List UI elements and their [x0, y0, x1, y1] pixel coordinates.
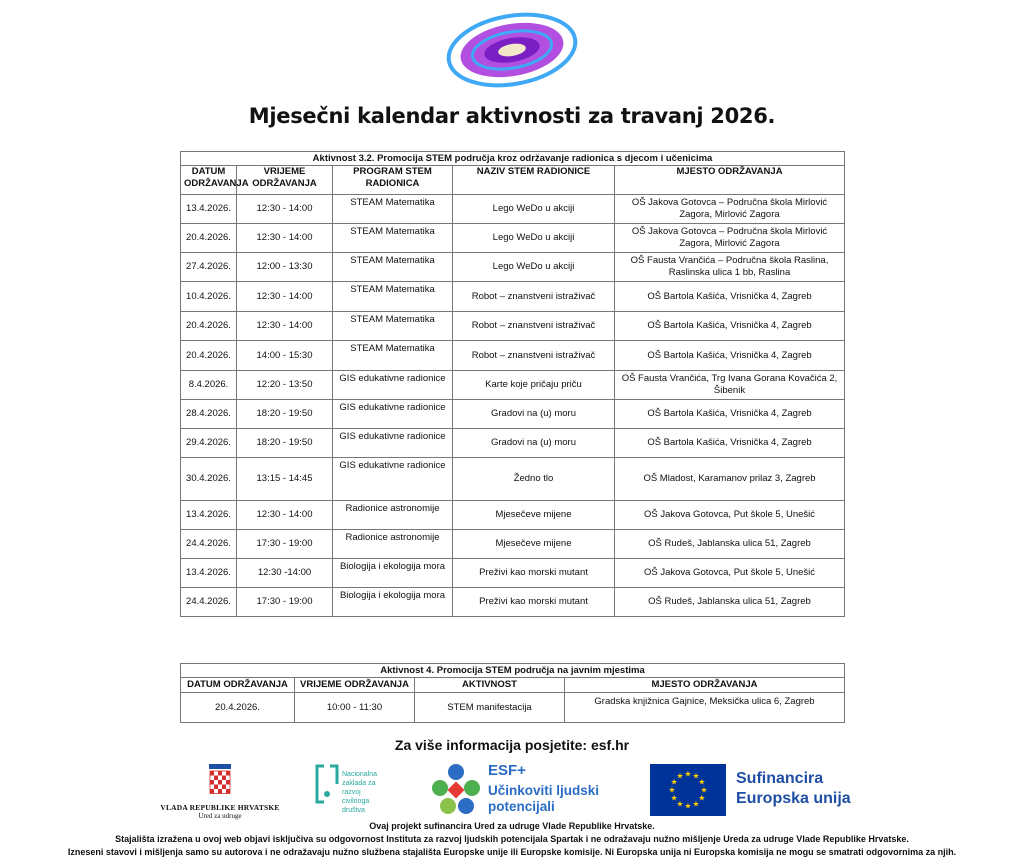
- table-row: [181, 559, 845, 588]
- table-row: [181, 371, 845, 400]
- table-cell: STEM manifestacija: [415, 693, 565, 723]
- table-cell: STEAM Matematika: [333, 224, 453, 253]
- table-cell: Gradska knjižnica Gajnice, Meksička ulica 6, Zagreb: [565, 693, 845, 723]
- svg-text:★: ★: [684, 769, 692, 779]
- column-header: VRIJEME ODRŽAVANJA: [295, 678, 415, 693]
- table-row: [181, 501, 845, 530]
- table-cell: 12:30 -14:00: [237, 559, 333, 588]
- footer-line: Ovaj projekt sufinancira Ured za udruge Vlade Republike Hrvatske.: [369, 821, 655, 831]
- column-header: VRIJEME ODRŽAVANJA: [237, 166, 333, 195]
- table-cell: 30.4.2026.: [181, 458, 237, 501]
- table-cell: OŠ Bartola Kašića, Vrisnička 4, Zagreb: [615, 282, 845, 312]
- table-cell: OŠ Bartola Kašića, Vrisnička 4, Zagreb: [615, 400, 845, 429]
- table-cell: Preživi kao morski mutant: [453, 588, 615, 617]
- table-cell: OŠ Jakova Gotovca, Put škole 5, Unešić: [615, 501, 845, 530]
- table-cell: OŠ Rudeš, Jablanska ulica 51, Zagreb: [615, 530, 845, 559]
- table-cell: 12:30 - 14:00: [237, 501, 333, 530]
- table-cell: 29.4.2026.: [181, 429, 237, 458]
- eu-line-1: Sufinancira: [736, 770, 824, 787]
- table-cell: 24.4.2026.: [181, 588, 237, 617]
- table-cell: 10:00 - 11:30: [295, 693, 415, 723]
- column-header: AKTIVNOST: [415, 678, 565, 693]
- esf-line-1: Učinkoviti ljudski: [488, 783, 600, 798]
- more-info-link[interactable]: Za više informacija posjetite: esf.hr: [394, 737, 630, 753]
- table-cell: 13.4.2026.: [181, 501, 237, 530]
- table-cell: Biologija i ekologija mora: [333, 559, 453, 588]
- table-cell: 28.4.2026.: [181, 400, 237, 429]
- eu-cofunding-logo: [650, 764, 880, 816]
- table-cell: Lego WeDo u akciji: [453, 253, 615, 282]
- column-header: PROGRAM STEM RADIONICA: [333, 166, 453, 195]
- table-caption: Aktivnost 3.2. Promocija STEM područja kroz održavanje radionica s djecom i učenicima: [181, 152, 845, 166]
- table-row: [181, 530, 845, 559]
- table-cell: 12:30 - 14:00: [237, 195, 333, 224]
- svg-text:★: ★: [676, 771, 684, 781]
- table-cell: 18:20 - 19:50: [237, 400, 333, 429]
- svg-text:★: ★: [684, 801, 692, 811]
- table-cell: GIS edukativne radionice: [333, 400, 453, 429]
- table-cell: STEAM Matematika: [333, 253, 453, 282]
- svg-text:★: ★: [700, 785, 708, 795]
- svg-text:★: ★: [698, 793, 706, 803]
- table-cell: 18:20 - 19:50: [237, 429, 333, 458]
- table-cell: 24.4.2026.: [181, 530, 237, 559]
- table-caption: Aktivnost 4. Promocija STEM područja na javnim mjestima: [181, 664, 845, 678]
- svg-text:★: ★: [670, 793, 678, 803]
- svg-text:★: ★: [692, 771, 700, 781]
- stem-workshops-table: [180, 151, 845, 617]
- table-cell: Radionice astronomije: [333, 530, 453, 559]
- croatian-coat-of-arms-icon: [207, 764, 233, 796]
- column-header: MJESTO ODRŽAVANJA: [615, 166, 845, 195]
- table-row: [181, 195, 845, 224]
- table-cell: OŠ Rudeš, Jablanska ulica 51, Zagreb: [615, 588, 845, 617]
- column-header: NAZIV STEM RADIONICE: [453, 166, 615, 195]
- table-cell: OŠ Fausta Vrančića – Područna škola Raslina, Raslinska ulica 1 bb, Raslina: [615, 253, 845, 282]
- table-row: [181, 224, 845, 253]
- national-foundation-logo: [314, 764, 394, 820]
- table-cell: GIS edukativne radionice: [333, 371, 453, 400]
- table-cell: 20.4.2026.: [181, 341, 237, 371]
- table-cell: STEAM Matematika: [333, 312, 453, 341]
- svg-text:★: ★: [668, 785, 676, 795]
- eu-flag-icon: [650, 764, 726, 816]
- column-header: DATUM ODRŽAVANJA: [181, 166, 237, 195]
- table-cell: OŠ Fausta Vrančića, Trg Ivana Gorana Kovačića 2, Šibenik: [615, 371, 845, 400]
- table-cell: 13.4.2026.: [181, 559, 237, 588]
- table-cell: OŠ Bartola Kašića, Vrisnička 4, Zagreb: [615, 429, 845, 458]
- table-cell: OŠ Mladost, Karamanov prilaz 3, Zagreb: [615, 458, 845, 501]
- table-cell: Robot – znanstveni istraživač: [453, 312, 615, 341]
- public-events-table: [180, 663, 845, 723]
- table-cell: Mjesečeve mijene: [453, 501, 615, 530]
- table-cell: STEAM Matematika: [333, 282, 453, 312]
- foundation-name: Nacionalna zaklada za razvoj civilnoga društva: [342, 771, 378, 814]
- table-cell: 12:30 - 14:00: [237, 282, 333, 312]
- table-cell: Lego WeDo u akciji: [453, 195, 615, 224]
- table-cell: STEAM Matematika: [333, 341, 453, 371]
- table-cell: STEAM Matematika: [333, 195, 453, 224]
- table-cell: Biologija i ekologija mora: [333, 588, 453, 617]
- table-cell: OŠ Bartola Kašića, Vrisnička 4, Zagreb: [615, 341, 845, 371]
- bracket-logo-icon: [314, 764, 340, 804]
- table-cell: OŠ Bartola Kašića, Vrisnička 4, Zagreb: [615, 312, 845, 341]
- table-row: [181, 400, 845, 429]
- table-row: [181, 341, 845, 371]
- table-cell: OŠ Jakova Gotovca – Područna škola Mirlović Zagora, Mirlović Zagora: [615, 224, 845, 253]
- table-cell: Preživi kao morski mutant: [453, 559, 615, 588]
- table-cell: Robot – znanstveni istraživač: [453, 282, 615, 312]
- table-row: [181, 312, 845, 341]
- table-cell: 27.4.2026.: [181, 253, 237, 282]
- eu-line-2: Europska unija: [736, 790, 851, 807]
- page-title: Mjesečni kalendar aktivnosti za travanj 2026.: [248, 104, 776, 128]
- croatian-government-logo: [160, 764, 280, 820]
- gov-name: VLADA REPUBLIKE HRVATSKE: [160, 803, 280, 812]
- table-cell: Robot – znanstveni istraživač: [453, 341, 615, 371]
- footer-line: Izneseni stavovi i mišljenja samo su autorova i ne odražavaju nužno službena stajališta Europske unije ili Europske komisije. Ni Europska unija ni Europska komisija ne mogu se smatrati odgovornima za njih.: [67, 847, 957, 857]
- disclaimer-footer: [0, 820, 1024, 859]
- organisation-logo: [444, 10, 580, 90]
- table-cell: GIS edukativne radionice: [333, 458, 453, 501]
- gov-office: Ured za udruge: [198, 812, 242, 820]
- svg-text:★: ★: [676, 799, 684, 809]
- table-row: [181, 282, 845, 312]
- table-cell: 14:00 - 15:30: [237, 341, 333, 371]
- table-row: [181, 253, 845, 282]
- table-cell: Gradovi na (u) moru: [453, 400, 615, 429]
- esf-logo: [428, 762, 618, 818]
- table-cell: 20.4.2026.: [181, 224, 237, 253]
- table-row: [181, 588, 845, 617]
- table-cell: 12:30 - 14:00: [237, 312, 333, 341]
- esf-line-2: potencijali: [488, 799, 555, 814]
- table-cell: 12:30 - 14:00: [237, 224, 333, 253]
- svg-text:★: ★: [670, 777, 678, 787]
- table-cell: 12:20 - 13:50: [237, 371, 333, 400]
- table-cell: Lego WeDo u akciji: [453, 224, 615, 253]
- table-cell: 17:30 - 19:00: [237, 588, 333, 617]
- svg-text:★: ★: [698, 777, 706, 787]
- table-cell: OŠ Jakova Gotovca, Put škole 5, Unešić: [615, 559, 845, 588]
- table-cell: 13:15 - 14:45: [237, 458, 333, 501]
- table-cell: Žedno tlo: [453, 458, 615, 501]
- table-cell: 20.4.2026.: [181, 312, 237, 341]
- table-row: [181, 693, 845, 723]
- table-cell: Gradovi na (u) moru: [453, 429, 615, 458]
- table-cell: 20.4.2026.: [181, 693, 295, 723]
- footer-line: Stajališta izražena u ovoj web objavi isključiva su odgovornost Instituta za razvoj ljudskih potencijala Spartak i ne odražavaju nužno mišljenje Ureda za udruge Vlade Republike Hrvatske.: [115, 834, 909, 844]
- esf-flower-icon: [428, 762, 484, 818]
- column-header: DATUM ODRŽAVANJA: [181, 678, 295, 693]
- table-cell: 12:00 - 13:30: [237, 253, 333, 282]
- table-cell: Karte koje pričaju priču: [453, 371, 615, 400]
- table-cell: GIS edukativne radionice: [333, 429, 453, 458]
- column-header: MJESTO ODRŽAVANJA: [565, 678, 845, 693]
- table-cell: Radionice astronomije: [333, 501, 453, 530]
- table-cell: 17:30 - 19:00: [237, 530, 333, 559]
- table-cell: Mjesečeve mijene: [453, 530, 615, 559]
- table-cell: 8.4.2026.: [181, 371, 237, 400]
- table-row: [181, 458, 845, 501]
- table-cell: OŠ Jakova Gotovca – Područna škola Mirlović Zagora, Mirlović Zagora: [615, 195, 845, 224]
- svg-text:★: ★: [692, 799, 700, 809]
- table-cell: 13.4.2026.: [181, 195, 237, 224]
- table-row: [181, 429, 845, 458]
- esf-plus: ESF+: [488, 762, 526, 779]
- table-cell: 10.4.2026.: [181, 282, 237, 312]
